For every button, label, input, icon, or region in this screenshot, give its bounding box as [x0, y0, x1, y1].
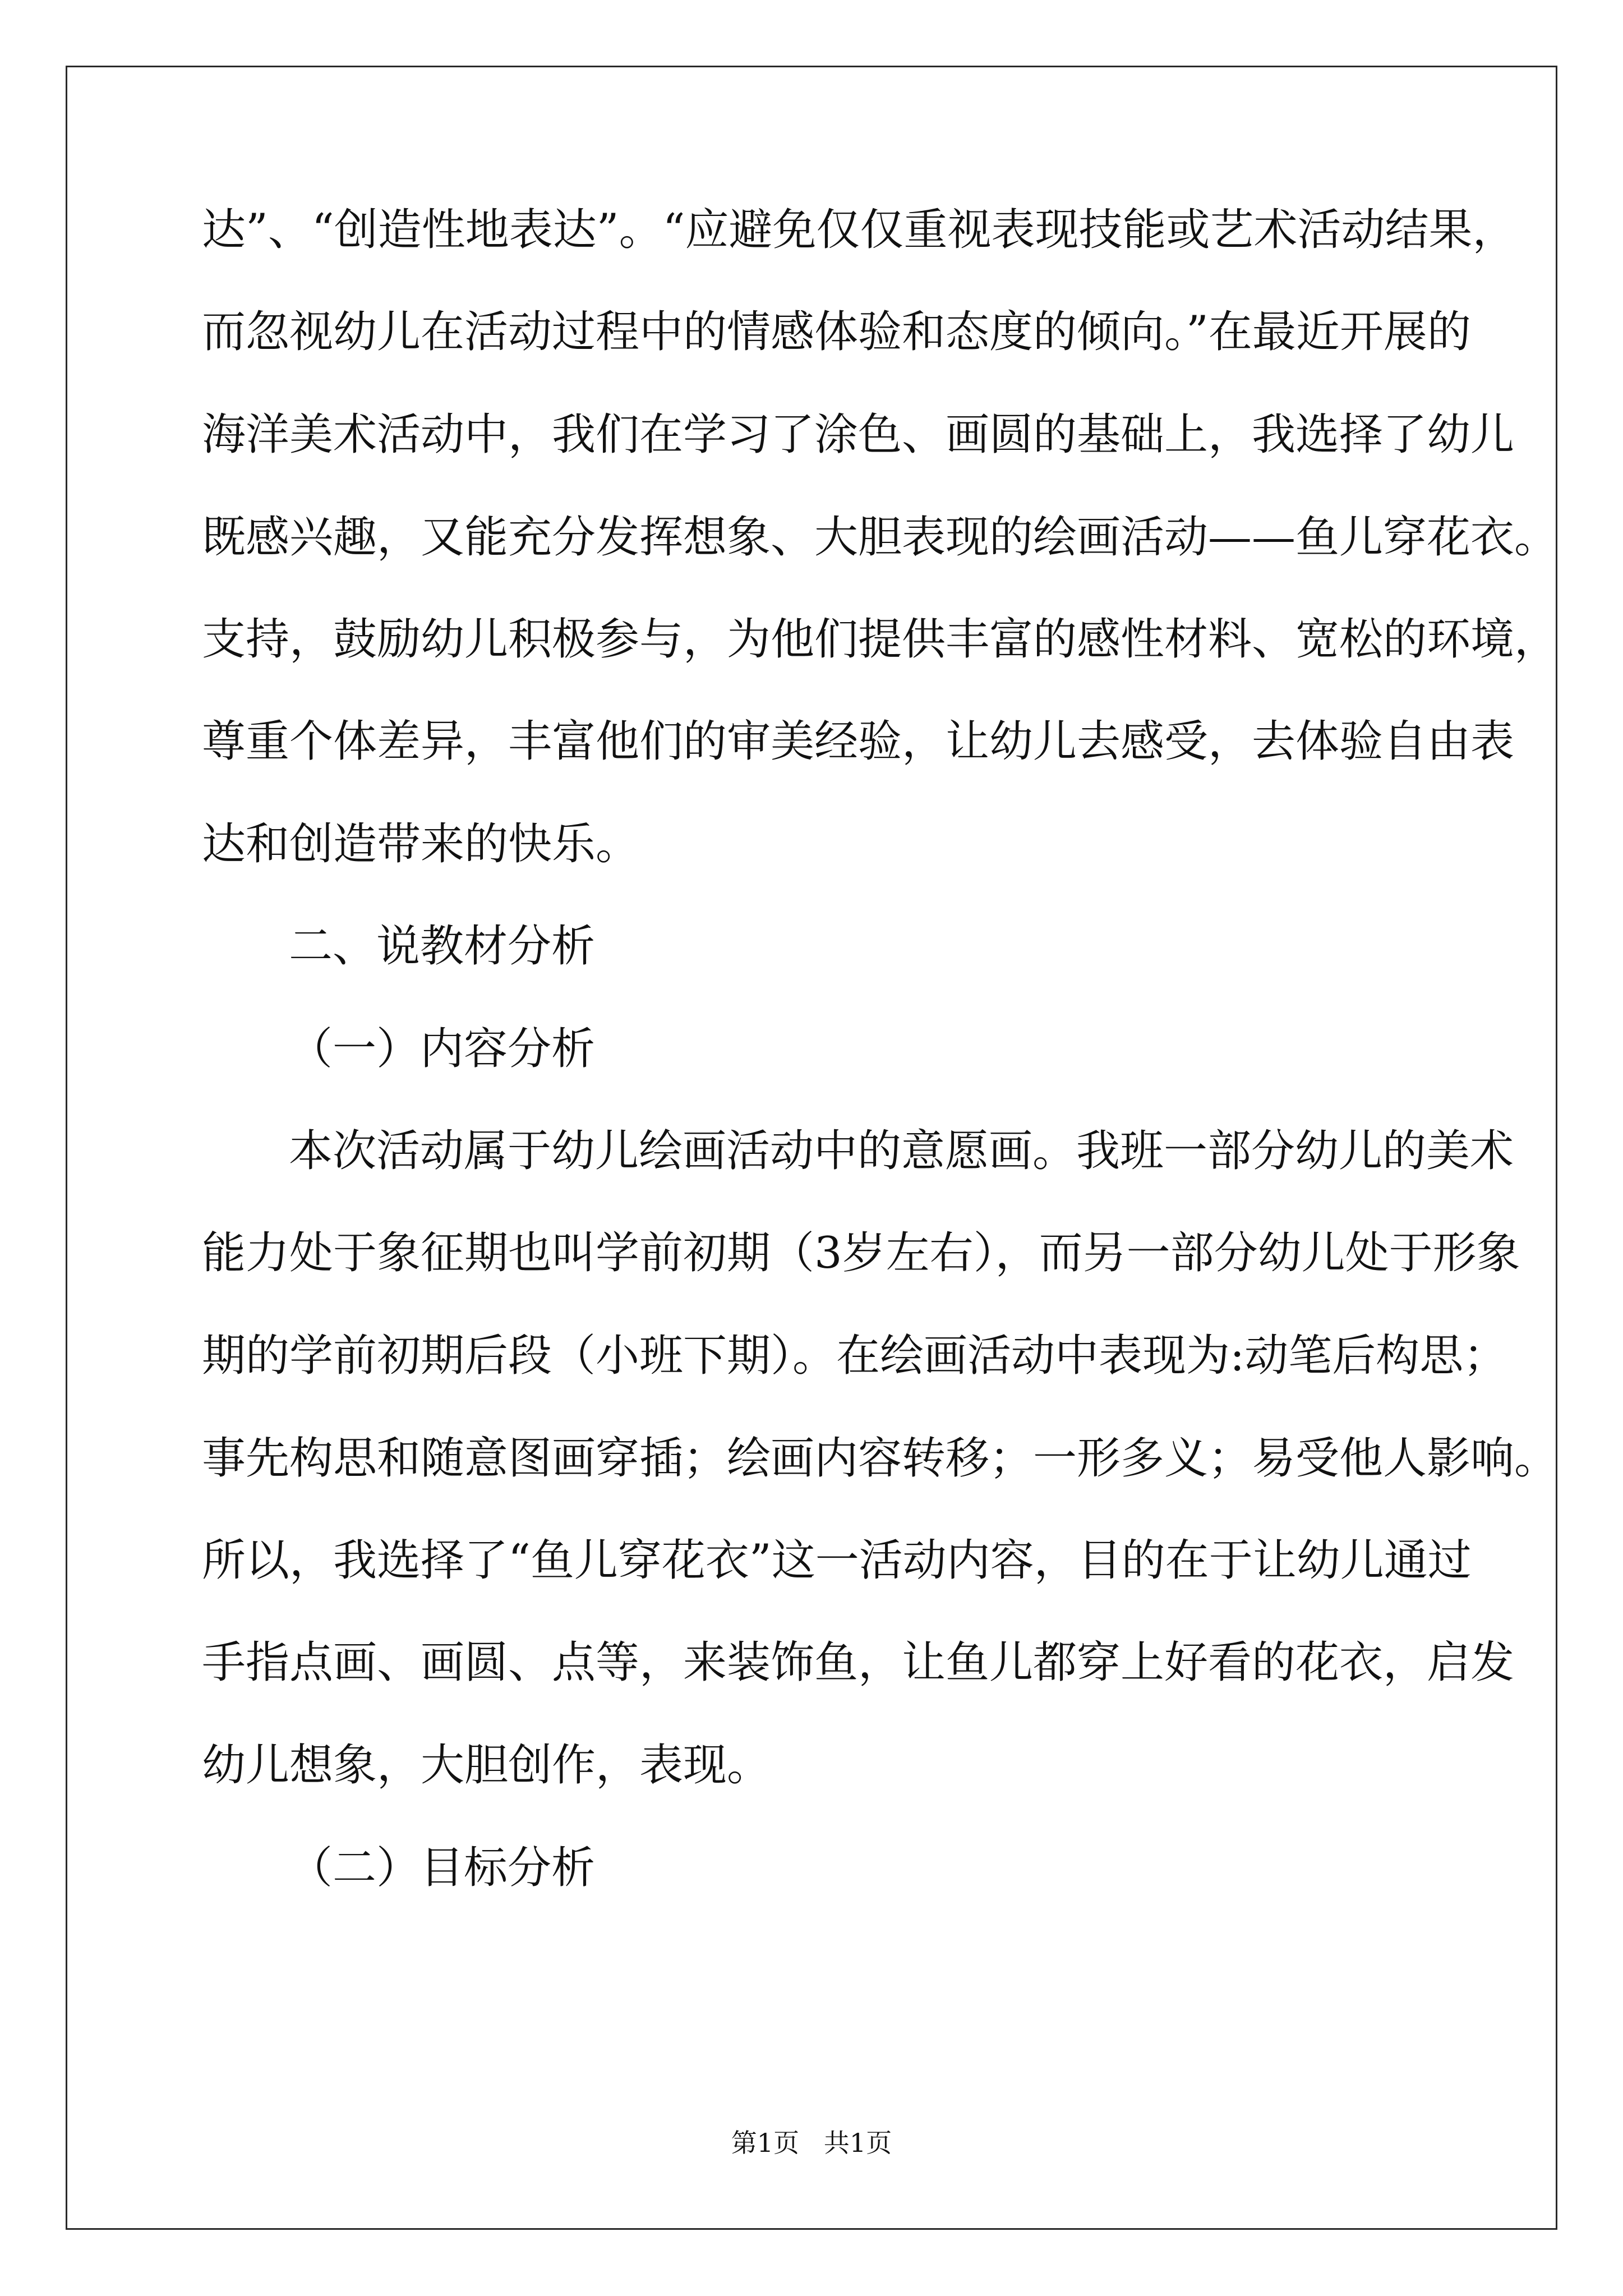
paragraph-line: 达和创造带来的快乐。: [202, 819, 640, 869]
paragraph-line: 幼儿想象，大胆创作，表现。: [202, 1740, 771, 1791]
subheading-content-analysis: （一）内容分析: [289, 1024, 596, 1074]
paragraph-line: 而忽视幼儿在活动过程中的情感体验和态度的倾向。”在最近开展的: [202, 307, 1471, 357]
paragraph-line: 所以，我选择了“鱼儿穿花衣”这一活动内容，目的在于让幼儿通过: [202, 1535, 1472, 1586]
page-number-footer: 第1页 共1页: [731, 2128, 892, 2158]
paragraph-line: 达”、“创造性地表达”。“应避免仅仅重视表现技能或艺术活动结果，: [202, 205, 1516, 255]
paragraph-line: 海洋美术活动中，我们在学习了涂色、画圆的基础上，我选择了幼儿: [202, 409, 1515, 460]
paragraph-line: 事先构思和随意图画穿插；绘画内容转移；一形多义；易受他人影响。: [202, 1433, 1559, 1484]
paragraph-line: 本次活动属于幼儿绘画活动中的意愿画。我班一部分幼儿的美术: [289, 1126, 1514, 1176]
paragraph-line: 支持，鼓励幼儿积极参与，为他们提供丰富的感性材料、宽松的环境，: [202, 614, 1559, 665]
paragraph-line: 既感兴趣，又能充分发挥想象、大胆表现的绘画活动——鱼儿穿花衣。: [202, 512, 1559, 563]
section-heading: 二、说教材分析: [289, 921, 596, 972]
paragraph-line: 期的学前初期后段（小班下期）。在绘画活动中表现为:动笔后构思；: [202, 1331, 1507, 1381]
paragraph-line: 能力处于象征期也叫学前初期（3岁左右），而另一部分幼儿处于形象: [202, 1228, 1520, 1278]
paragraph-line: 手指点画、画圆、点等，来装饰鱼，让鱼儿都穿上好看的花衣，启发: [202, 1637, 1515, 1688]
paragraph-line: 尊重个体差异，丰富他们的审美经验，让幼儿去感受，去体验自由表: [202, 716, 1515, 767]
subheading-goal-analysis: （二）目标分析: [289, 1843, 596, 1893]
